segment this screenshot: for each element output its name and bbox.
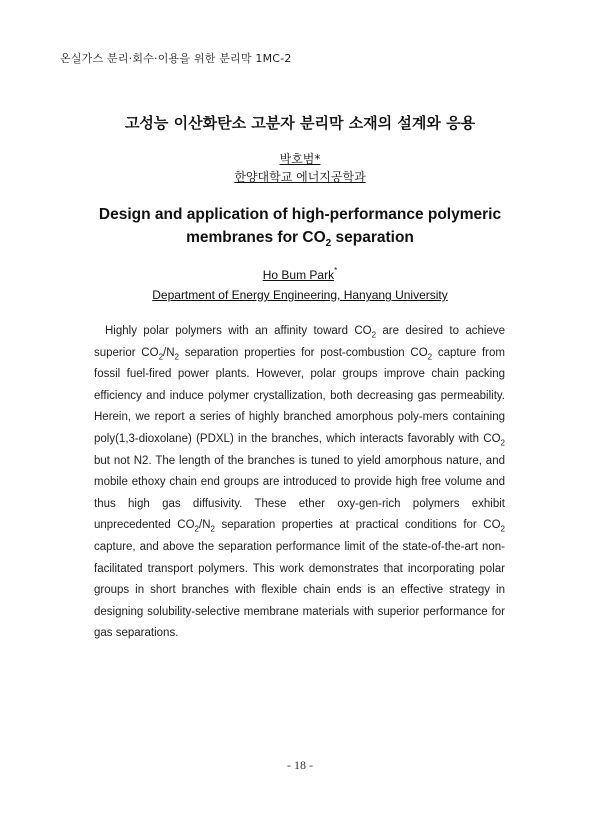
english-author-block xyxy=(0,268,600,282)
abstract-text: are desired to achieve superior CO xyxy=(94,325,505,359)
korean-affiliation-block xyxy=(0,168,600,185)
subscript: 2 xyxy=(158,351,164,361)
english-title-subscript: 2 xyxy=(325,238,332,250)
abstract-paragraph xyxy=(94,321,505,645)
english-affiliation-block xyxy=(0,288,600,302)
subscript: 2 xyxy=(210,524,215,534)
english-title-co: membranes for CO xyxy=(186,229,326,246)
korean-affiliation: 한양대학교 에너지공학과 xyxy=(234,170,366,184)
running-header: 온실가스 분리·회수·이용을 위한 분리막 1MC-2 xyxy=(60,52,292,65)
english-title-separation: separation xyxy=(331,229,414,246)
subscript: 2 xyxy=(500,438,505,448)
abstract-text: /N xyxy=(163,346,175,359)
abstract-text: but not N2. The length of the branches is tuned to yield amorphous nature, and mobile ethoxy chain end groups are introduced to provide high free volume and thus high gas diffusivity. These ether oxy-gen-rich polymers exhibit unprecedented CO xyxy=(94,454,505,532)
abstract-text: /N xyxy=(199,519,211,532)
page-number: - 18 - xyxy=(287,758,313,772)
english-title xyxy=(90,203,510,255)
subscript: 2 xyxy=(194,524,199,534)
abstract-text: separation properties at practical conditions for CO xyxy=(214,519,501,532)
abstract-text: separation properties for post-combustion CO xyxy=(178,346,428,359)
abstract-text: capture from fossil fuel-fired power plants. However, polar groups improve chain packing efficiency and induce polymer crystallization, both decreasing gas permeability. Herein, we report a series of highly branched amorphous poly-mers containing poly(1,3-dioxolane) (PDXL) in the branches, which interacts favorably with CO xyxy=(94,346,505,445)
abstract-text: Highly polar polymers with an affinity toward CO xyxy=(105,325,372,337)
abstract-text: capture, and above the separation performance limit of the state-of-the-art non-facilitated transport polymers. This work demonstrates that incorporating polar groups in short branches with flexible chain ends is an effective strategy in designing solubility-selective membrane materials with superior performance for gas separations. xyxy=(94,540,505,640)
english-author: Ho Bum Park xyxy=(262,268,335,282)
english-affiliation: Department of Energy Engineering, Hanyang University xyxy=(152,288,448,302)
english-title-line-2 xyxy=(90,226,510,255)
subscript: 2 xyxy=(500,524,505,534)
corresponding-mark: * xyxy=(334,266,338,275)
korean-title: 고성능 이산화탄소 고분자 분리막 소재의 설계와 응용 xyxy=(124,114,476,132)
english-title-line-1: Design and application of high-performance polymeric xyxy=(98,206,502,223)
korean-author-block xyxy=(0,150,600,167)
korean-author: 박호범* xyxy=(279,152,321,166)
subscript: 2 xyxy=(174,351,179,361)
subscript: 2 xyxy=(371,330,377,340)
subscript: 2 xyxy=(427,351,433,361)
